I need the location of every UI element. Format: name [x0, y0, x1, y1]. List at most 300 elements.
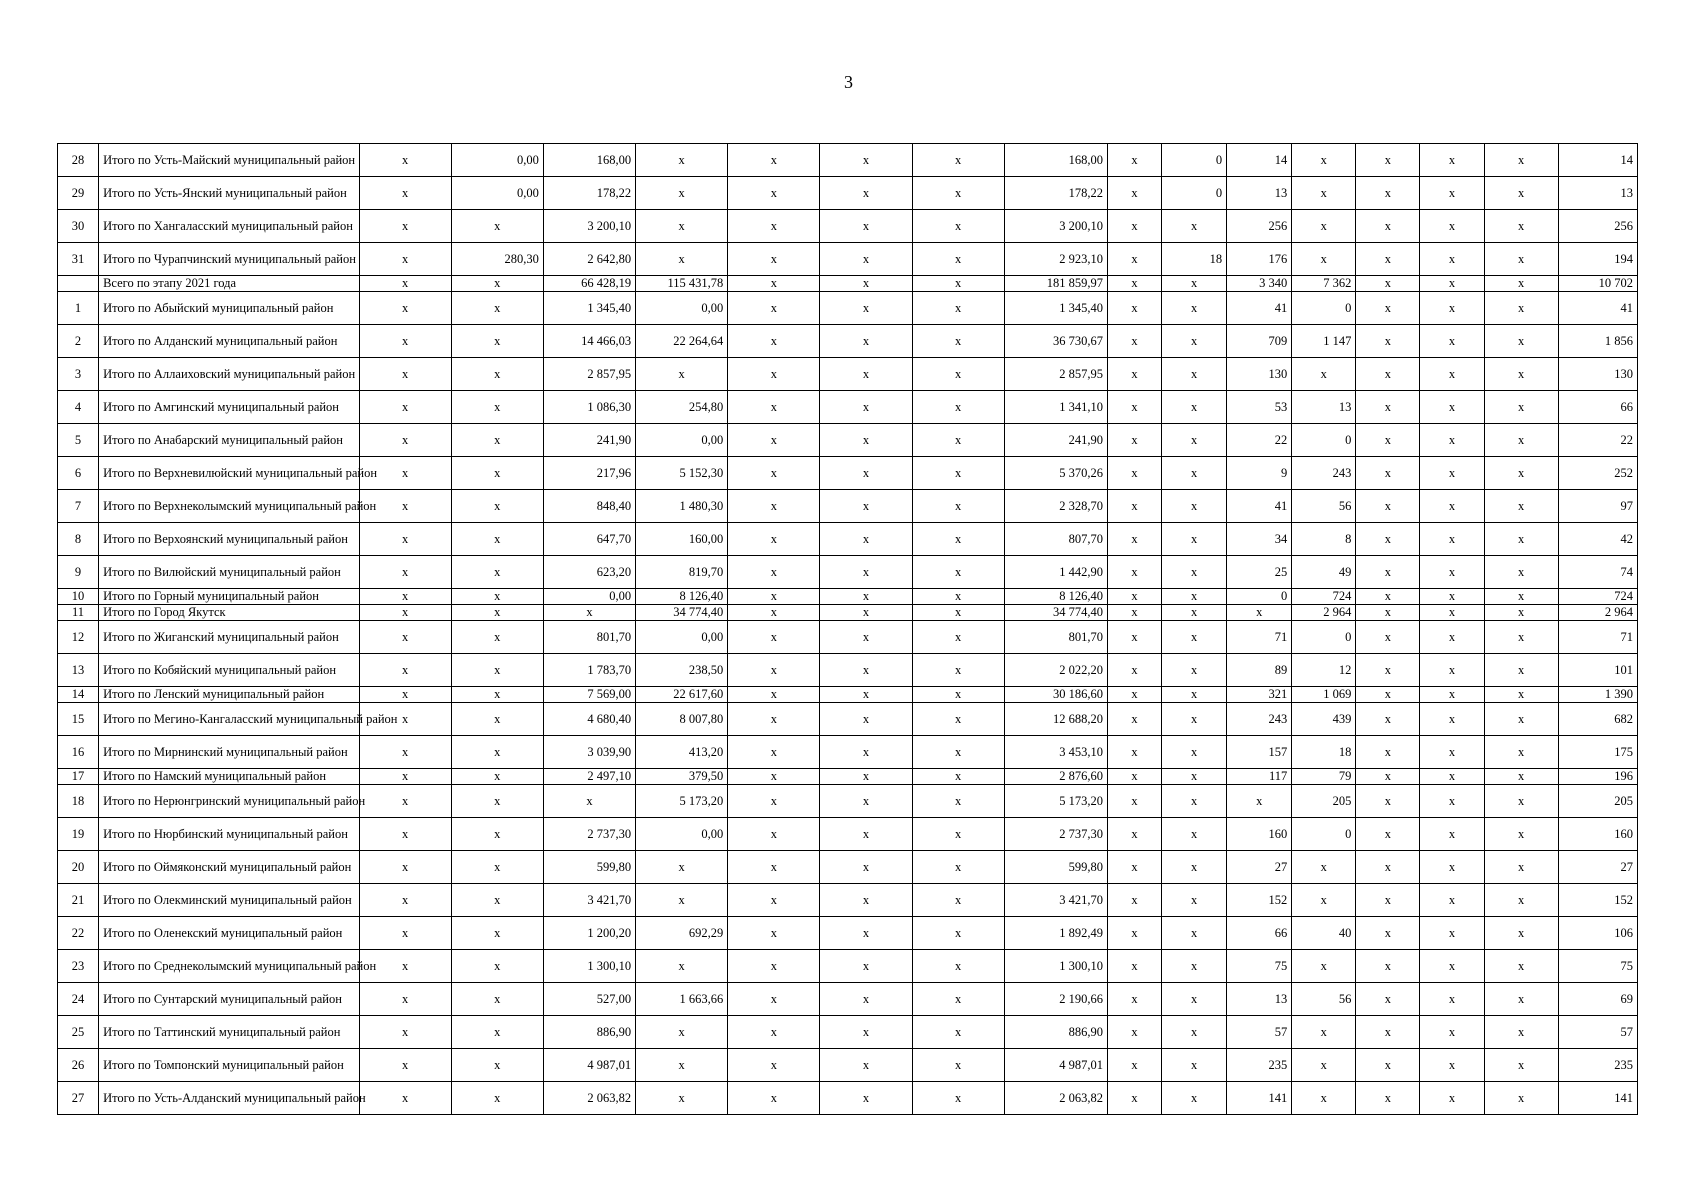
value-cell: x	[1420, 621, 1484, 654]
value-cell: 1 200,20	[543, 917, 635, 950]
value-cell: 5 173,20	[636, 785, 728, 818]
value-cell: x	[1356, 243, 1420, 276]
value-cell: x	[820, 556, 912, 589]
value-cell: x	[1162, 851, 1227, 884]
value-cell: 709	[1227, 325, 1292, 358]
value-cell: x	[1162, 457, 1227, 490]
value-cell: x	[1356, 1082, 1420, 1115]
value-cell: 0	[1292, 424, 1356, 457]
value-cell: x	[1162, 605, 1227, 621]
value-cell: x	[451, 917, 543, 950]
value-cell: x	[1162, 736, 1227, 769]
value-cell: x	[820, 851, 912, 884]
value-cell: 1 442,90	[1004, 556, 1107, 589]
value-cell: x	[912, 703, 1004, 736]
value-cell: x	[1162, 983, 1227, 1016]
value-cell: x	[1107, 490, 1161, 523]
value-cell: x	[1420, 424, 1484, 457]
value-cell: x	[1420, 687, 1484, 703]
value-cell: 36 730,67	[1004, 325, 1107, 358]
value-cell: 30 186,60	[1004, 687, 1107, 703]
value-cell: x	[1420, 769, 1484, 785]
value-cell: x	[1107, 276, 1161, 292]
table-body	[58, 144, 1638, 1115]
value-cell: 9	[1227, 457, 1292, 490]
value-cell: x	[1356, 605, 1420, 621]
row-number-cell: 6	[58, 457, 99, 490]
table-row	[58, 210, 1638, 243]
value-cell: 2 857,95	[1004, 358, 1107, 391]
value-cell: x	[1356, 177, 1420, 210]
value-cell: 57	[1227, 1016, 1292, 1049]
value-cell: 3 200,10	[1004, 210, 1107, 243]
value-cell: x	[728, 1082, 820, 1115]
value-cell: 18	[1162, 243, 1227, 276]
value-cell: 13	[1558, 177, 1637, 210]
value-cell: x	[728, 556, 820, 589]
value-cell: x	[1292, 851, 1356, 884]
value-cell: x	[451, 523, 543, 556]
district-name-cell: Итого по Верхоянский муниципальный район	[99, 523, 359, 556]
value-cell: 196	[1558, 769, 1637, 785]
value-cell: x	[1107, 177, 1161, 210]
value-cell: x	[1162, 358, 1227, 391]
value-cell: x	[451, 818, 543, 851]
value-cell: x	[728, 325, 820, 358]
value-cell: 22 617,60	[636, 687, 728, 703]
value-cell: x	[1107, 1049, 1161, 1082]
district-name-cell: Итого по Анабарский муниципальный район	[99, 424, 359, 457]
value-cell: x	[820, 917, 912, 950]
district-name-cell: Итого по Усть-Янский муниципальный район	[99, 177, 359, 210]
value-cell: x	[912, 358, 1004, 391]
district-name-cell: Итого по Верхневилюйский муниципальный район	[99, 457, 359, 490]
value-cell: 3 421,70	[543, 884, 635, 917]
value-cell: x	[728, 605, 820, 621]
value-cell: x	[1162, 1049, 1227, 1082]
value-cell: x	[359, 325, 451, 358]
value-cell: x	[1292, 1049, 1356, 1082]
value-cell: x	[1356, 358, 1420, 391]
value-cell: x	[1484, 983, 1558, 1016]
value-cell: x	[1162, 292, 1227, 325]
value-cell: x	[451, 703, 543, 736]
value-cell: 13	[1227, 177, 1292, 210]
value-cell: 2 328,70	[1004, 490, 1107, 523]
value-cell: x	[1420, 1016, 1484, 1049]
value-cell: x	[912, 177, 1004, 210]
value-cell: 0,00	[543, 589, 635, 605]
value-cell: x	[359, 589, 451, 605]
value-cell: x	[1420, 654, 1484, 687]
value-cell: x	[912, 325, 1004, 358]
value-cell: x	[912, 490, 1004, 523]
value-cell: 4 987,01	[543, 1049, 635, 1082]
value-cell: 74	[1558, 556, 1637, 589]
value-cell: x	[1484, 210, 1558, 243]
value-cell: 117	[1227, 769, 1292, 785]
value-cell: x	[1356, 851, 1420, 884]
value-cell: 217,96	[543, 457, 635, 490]
value-cell: 243	[1227, 703, 1292, 736]
value-cell: 181 859,97	[1004, 276, 1107, 292]
value-cell: 14 466,03	[543, 325, 635, 358]
value-cell: x	[1107, 523, 1161, 556]
value-cell: 8 126,40	[1004, 589, 1107, 605]
row-number-cell: 9	[58, 556, 99, 589]
district-name-cell: Итого по Усть-Майский муниципальный район	[99, 144, 359, 177]
value-cell: x	[636, 950, 728, 983]
value-cell: x	[359, 654, 451, 687]
value-cell: x	[451, 424, 543, 457]
value-cell: 160	[1558, 818, 1637, 851]
value-cell: x	[1420, 144, 1484, 177]
table-row	[58, 703, 1638, 736]
value-cell: x	[912, 210, 1004, 243]
table-row	[58, 605, 1638, 621]
value-cell: x	[1162, 703, 1227, 736]
value-cell: x	[1484, 736, 1558, 769]
value-cell: x	[359, 1016, 451, 1049]
district-name-cell: Итого по Хангаласский муниципальный район	[99, 210, 359, 243]
value-cell: x	[1356, 769, 1420, 785]
value-cell: x	[728, 589, 820, 605]
value-cell: 56	[1292, 983, 1356, 1016]
value-cell: 22 264,64	[636, 325, 728, 358]
value-cell: x	[912, 983, 1004, 1016]
value-cell: x	[1356, 325, 1420, 358]
table-row	[58, 523, 1638, 556]
value-cell: x	[1356, 950, 1420, 983]
table-row	[58, 457, 1638, 490]
value-cell: x	[1484, 490, 1558, 523]
value-cell: x	[1107, 703, 1161, 736]
value-cell: 1 300,10	[1004, 950, 1107, 983]
value-cell: 3 421,70	[1004, 884, 1107, 917]
value-cell: 1 086,30	[543, 391, 635, 424]
district-name-cell: Итого по Усть-Алданский муниципальный район	[99, 1082, 359, 1115]
value-cell: x	[1107, 950, 1161, 983]
district-name-cell: Итого по Абыйский муниципальный район	[99, 292, 359, 325]
value-cell: 0	[1227, 589, 1292, 605]
value-cell: 115 431,78	[636, 276, 728, 292]
row-number-cell: 21	[58, 884, 99, 917]
value-cell: x	[451, 851, 543, 884]
value-cell: x	[1484, 785, 1558, 818]
value-cell: 2 876,60	[1004, 769, 1107, 785]
value-cell: x	[1356, 917, 1420, 950]
value-cell: 205	[1558, 785, 1637, 818]
value-cell: x	[1484, 424, 1558, 457]
district-name-cell: Итого по Ленский муниципальный район	[99, 687, 359, 703]
value-cell: 1 663,66	[636, 983, 728, 1016]
value-cell: x	[728, 144, 820, 177]
district-name-cell: Итого по Сунтарский муниципальный район	[99, 983, 359, 1016]
value-cell: 49	[1292, 556, 1356, 589]
value-cell: 7 569,00	[543, 687, 635, 703]
value-cell: x	[1356, 884, 1420, 917]
value-cell: x	[912, 391, 1004, 424]
value-cell: 1 783,70	[543, 654, 635, 687]
value-cell: x	[543, 605, 635, 621]
value-cell: x	[1356, 523, 1420, 556]
value-cell: 724	[1558, 589, 1637, 605]
value-cell: 0,00	[451, 144, 543, 177]
value-cell: 157	[1227, 736, 1292, 769]
value-cell: x	[1420, 589, 1484, 605]
row-number-cell: 24	[58, 983, 99, 1016]
value-cell: 724	[1292, 589, 1356, 605]
value-cell: x	[728, 358, 820, 391]
value-cell: 27	[1558, 851, 1637, 884]
value-cell: x	[1107, 556, 1161, 589]
table-row	[58, 1082, 1638, 1115]
value-cell: x	[912, 457, 1004, 490]
value-cell: 2 964	[1558, 605, 1637, 621]
district-name-cell: Итого по Нерюнгринский муниципальный район	[99, 785, 359, 818]
value-cell: 25	[1227, 556, 1292, 589]
value-cell: x	[1107, 391, 1161, 424]
table-row	[58, 983, 1638, 1016]
table-row	[58, 589, 1638, 605]
value-cell: x	[912, 917, 1004, 950]
value-cell: x	[1420, 177, 1484, 210]
row-number-cell: 8	[58, 523, 99, 556]
value-cell: x	[1162, 884, 1227, 917]
value-cell: x	[1292, 358, 1356, 391]
value-cell: x	[820, 325, 912, 358]
row-number-cell: 16	[58, 736, 99, 769]
row-number-cell: 18	[58, 785, 99, 818]
row-number-cell: 26	[58, 1049, 99, 1082]
value-cell: x	[359, 210, 451, 243]
value-cell: 152	[1227, 884, 1292, 917]
value-cell: 75	[1558, 950, 1637, 983]
value-cell: x	[1107, 769, 1161, 785]
value-cell: x	[359, 605, 451, 621]
value-cell: x	[1162, 325, 1227, 358]
table-row	[58, 950, 1638, 983]
value-cell: x	[1107, 654, 1161, 687]
value-cell: 0,00	[636, 621, 728, 654]
value-cell: x	[1356, 1016, 1420, 1049]
value-cell: 56	[1292, 490, 1356, 523]
value-cell: x	[451, 983, 543, 1016]
value-cell: 22	[1558, 424, 1637, 457]
table-row	[58, 1049, 1638, 1082]
table-row	[58, 243, 1638, 276]
value-cell: 682	[1558, 703, 1637, 736]
row-number-cell: 29	[58, 177, 99, 210]
value-cell: 12 688,20	[1004, 703, 1107, 736]
value-cell: x	[1484, 589, 1558, 605]
value-cell: x	[820, 589, 912, 605]
value-cell: x	[359, 490, 451, 523]
value-cell: x	[912, 769, 1004, 785]
value-cell: x	[728, 851, 820, 884]
value-cell: 1 390	[1558, 687, 1637, 703]
value-cell: 1 345,40	[543, 292, 635, 325]
value-cell: 75	[1227, 950, 1292, 983]
value-cell: x	[451, 654, 543, 687]
value-cell: x	[1484, 818, 1558, 851]
value-cell: 40	[1292, 917, 1356, 950]
table-row	[58, 325, 1638, 358]
value-cell: 3 340	[1227, 276, 1292, 292]
value-cell: x	[728, 687, 820, 703]
value-cell: x	[1484, 325, 1558, 358]
table-row	[58, 687, 1638, 703]
value-cell: x	[1484, 654, 1558, 687]
table-row	[58, 424, 1638, 457]
value-cell: x	[359, 523, 451, 556]
value-cell: x	[451, 1082, 543, 1115]
value-cell: x	[1162, 490, 1227, 523]
value-cell: 205	[1292, 785, 1356, 818]
value-cell: x	[1420, 358, 1484, 391]
value-cell: x	[820, 391, 912, 424]
value-cell: x	[912, 424, 1004, 457]
value-cell: x	[359, 424, 451, 457]
row-number-cell: 2	[58, 325, 99, 358]
value-cell: 647,70	[543, 523, 635, 556]
table-row	[58, 917, 1638, 950]
value-cell: x	[820, 687, 912, 703]
value-cell: x	[1162, 818, 1227, 851]
district-name-cell: Итого по Город Якутск	[99, 605, 359, 621]
value-cell: x	[359, 457, 451, 490]
value-cell: x	[1356, 210, 1420, 243]
value-cell: x	[1107, 884, 1161, 917]
value-cell: 14	[1558, 144, 1637, 177]
table-row	[58, 556, 1638, 589]
value-cell: x	[1420, 276, 1484, 292]
value-cell: x	[636, 177, 728, 210]
value-cell: 97	[1558, 490, 1637, 523]
value-cell: 66 428,19	[543, 276, 635, 292]
value-cell: x	[1420, 457, 1484, 490]
value-cell: 2 964	[1292, 605, 1356, 621]
value-cell: 252	[1558, 457, 1637, 490]
table-row	[58, 621, 1638, 654]
value-cell: x	[1420, 325, 1484, 358]
value-cell: x	[820, 1049, 912, 1082]
value-cell: 168,00	[543, 144, 635, 177]
value-cell: 379,50	[636, 769, 728, 785]
value-cell: x	[820, 490, 912, 523]
value-cell: x	[1420, 490, 1484, 523]
table-row	[58, 654, 1638, 687]
table-row	[58, 177, 1638, 210]
value-cell: x	[1107, 983, 1161, 1016]
value-cell: x	[1484, 457, 1558, 490]
value-cell: 69	[1558, 983, 1637, 1016]
value-cell: x	[1484, 703, 1558, 736]
district-name-cell: Итого по Среднеколымский муниципальный район	[99, 950, 359, 983]
value-cell: x	[1356, 1049, 1420, 1082]
row-number-cell	[58, 276, 99, 292]
value-cell: 18	[1292, 736, 1356, 769]
value-cell: 623,20	[543, 556, 635, 589]
value-cell: 848,40	[543, 490, 635, 523]
value-cell: 0,00	[636, 424, 728, 457]
value-cell: x	[1356, 276, 1420, 292]
value-cell: x	[636, 884, 728, 917]
value-cell: x	[1484, 950, 1558, 983]
value-cell: x	[451, 325, 543, 358]
value-cell: x	[1484, 884, 1558, 917]
value-cell: x	[820, 358, 912, 391]
value-cell: x	[820, 818, 912, 851]
value-cell: 41	[1227, 292, 1292, 325]
value-cell: 57	[1558, 1016, 1637, 1049]
value-cell: x	[1107, 1082, 1161, 1115]
district-name-cell: Итого по Мирнинский муниципальный район	[99, 736, 359, 769]
value-cell: x	[451, 391, 543, 424]
row-number-cell: 11	[58, 605, 99, 621]
value-cell: x	[451, 769, 543, 785]
value-cell: x	[1356, 589, 1420, 605]
table-row	[58, 769, 1638, 785]
value-cell: x	[1162, 589, 1227, 605]
value-cell: x	[1356, 703, 1420, 736]
value-cell: 807,70	[1004, 523, 1107, 556]
value-cell: x	[728, 523, 820, 556]
value-cell: x	[1420, 818, 1484, 851]
value-cell: 2 857,95	[543, 358, 635, 391]
value-cell: 5 173,20	[1004, 785, 1107, 818]
value-cell: x	[359, 851, 451, 884]
value-cell: x	[728, 621, 820, 654]
value-cell: x	[728, 424, 820, 457]
value-cell: 130	[1558, 358, 1637, 391]
value-cell: x	[820, 292, 912, 325]
value-cell: 1 480,30	[636, 490, 728, 523]
value-cell: 256	[1558, 210, 1637, 243]
value-cell: x	[1292, 144, 1356, 177]
value-cell: x	[820, 621, 912, 654]
value-cell: x	[1162, 917, 1227, 950]
value-cell: 168,00	[1004, 144, 1107, 177]
value-cell: x	[820, 177, 912, 210]
value-cell: 34	[1227, 523, 1292, 556]
value-cell: x	[451, 589, 543, 605]
value-cell: x	[1420, 556, 1484, 589]
value-cell: x	[1420, 703, 1484, 736]
value-cell: x	[636, 243, 728, 276]
row-number-cell: 15	[58, 703, 99, 736]
value-cell: x	[451, 950, 543, 983]
value-cell: x	[451, 605, 543, 621]
value-cell: x	[820, 605, 912, 621]
row-number-cell: 1	[58, 292, 99, 325]
value-cell: x	[1356, 457, 1420, 490]
value-cell: x	[912, 523, 1004, 556]
value-cell: x	[728, 457, 820, 490]
value-cell: x	[1107, 605, 1161, 621]
value-cell: 0,00	[636, 292, 728, 325]
value-cell: 4 680,40	[543, 703, 635, 736]
value-cell: x	[451, 621, 543, 654]
page-number: 3	[844, 72, 853, 92]
value-cell: x	[451, 556, 543, 589]
value-cell: 66	[1227, 917, 1292, 950]
value-cell: x	[1292, 1082, 1356, 1115]
value-cell: 256	[1227, 210, 1292, 243]
value-cell: x	[1107, 687, 1161, 703]
district-name-cell: Итого по Кобяйский муниципальный район	[99, 654, 359, 687]
value-cell: 41	[1227, 490, 1292, 523]
